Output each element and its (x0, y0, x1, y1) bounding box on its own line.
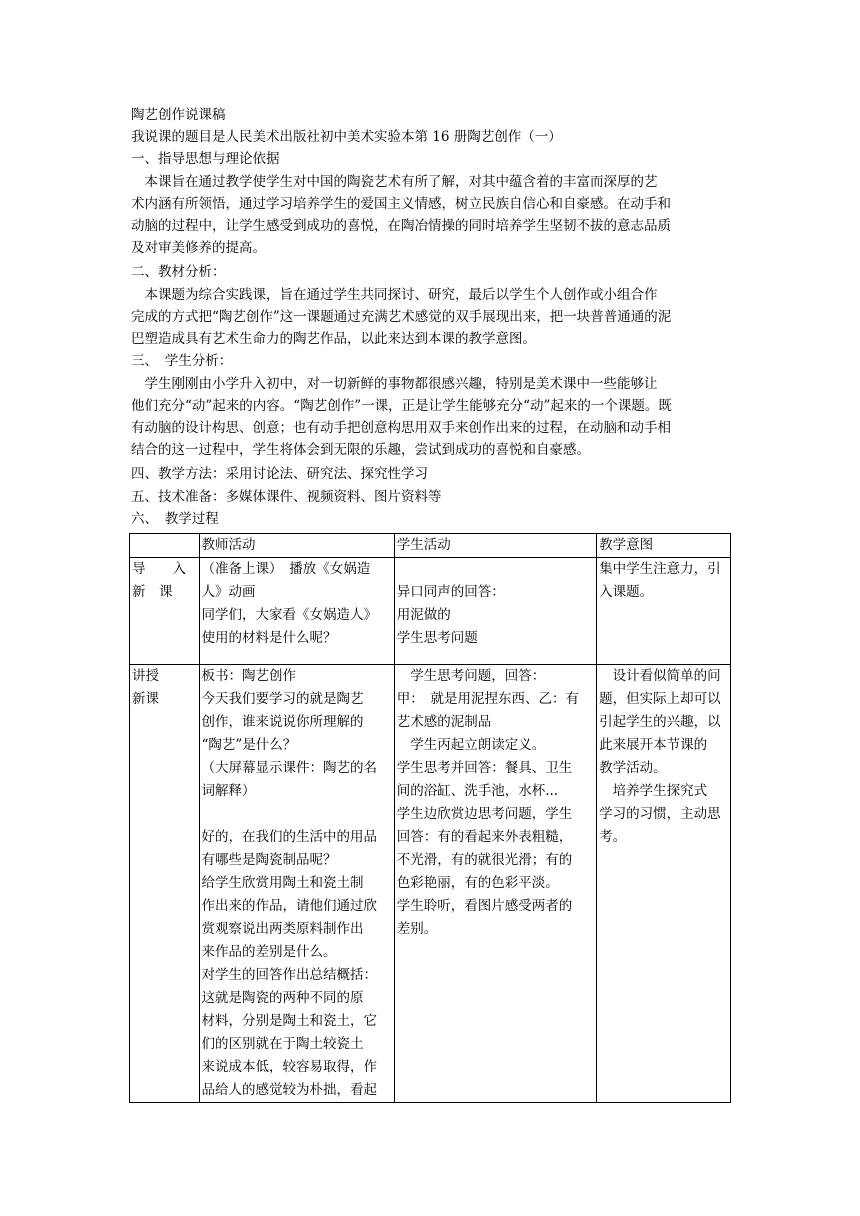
student-activity-cell (394, 665, 596, 1103)
cell-line: 来说成本低，较容易取得，作 (201, 1059, 377, 1075)
cell-line: 好的，在我们的生活中的用品 (201, 829, 377, 845)
section-6-heading: 六、 教学过程 (131, 511, 219, 527)
body-line: 及对审美修养的提高。 (131, 240, 266, 256)
body-line: 巴塑造成具有艺术生命力的陶艺作品，以此来达到本课的教学意图。 (131, 331, 536, 347)
body-line: 有动脑的设计构思、创意；也有动手把创意构思用双手来创作出来的过程，在动脑和动手相 (131, 420, 671, 436)
section-2-body (131, 284, 731, 350)
stage-cell (130, 558, 200, 665)
section-5-line: 五、技术准备：多媒体课件、视频资料、图片资料等 (131, 489, 442, 505)
section-4-line: 四、教学方法：采用讨论法、研究法、探究性学习 (131, 466, 428, 482)
stage-label: 讲授 (132, 668, 159, 684)
header-cell: 教学意图 (597, 534, 731, 558)
cell-line: 词解释） (201, 783, 256, 799)
cell-line: 使用的材料是什么呢？ (201, 630, 337, 646)
header-cell (130, 534, 200, 558)
cell-line: 来作品的差别是什么。 (201, 944, 337, 960)
cell-line: 集中学生注意力，引 (599, 561, 721, 577)
cell-line: 入课题。 (599, 584, 654, 600)
cell-line: 这就是陶瓷的两种不同的原 (201, 990, 364, 1006)
table-row (130, 558, 731, 665)
body-line: 结合的这一过程中，学生将体会到无限的乐趣，尝试到成功的喜悦和自豪感。 (131, 442, 590, 458)
body-line: 完成的方式把“陶艺创作”这一课题通过充满艺术感觉的双手展现出来，把一块普普通通的泥 (131, 309, 672, 325)
cell-line: 材料，分别是陶土和瓷土，它 (201, 1013, 377, 1029)
teaching-intent-cell (597, 665, 731, 1103)
cell-line: 间的浴缸、洗手池，水杯... (396, 783, 559, 799)
cell-line: 回答：有的看起来外表粗糙， (396, 829, 573, 845)
stage-cell (130, 665, 200, 1103)
section-3-body (131, 373, 731, 461)
cell-line: 用泥做的 (396, 607, 451, 623)
cell-line: 甲： 就是用泥捏东西、乙：有 (396, 691, 579, 707)
cell-line: 引起学生的兴趣，以 (599, 714, 721, 730)
body-line: 本课题为综合实践课，旨在通过学生共同探讨、研究，最后以学生个人创作或小组合作 (131, 287, 658, 303)
cell-line: 题，但实际上却可以 (599, 691, 721, 707)
cell-line: 学习的习惯，主动思 (599, 806, 721, 822)
stage-label: 新课 (132, 691, 159, 707)
teaching-intent-cell (597, 558, 731, 665)
student-activity-cell (394, 558, 596, 665)
cell-line: 艺术感的泥制品 (396, 714, 492, 730)
section-2-heading: 二、教材分析： (131, 264, 226, 280)
cell-line: 品给人的感觉较为朴拙，看起 (201, 1082, 377, 1098)
cell-line: 学生聆听，看图片感受两者的 (396, 898, 573, 914)
cell-line: 人》动画 (201, 584, 256, 600)
cell-line: 色彩艳丽，有的色彩平淡。 (396, 875, 559, 891)
stage-label: 新 课 (132, 584, 173, 600)
section-1-heading: 一、指导思想与理论依据 (131, 151, 280, 167)
teacher-activity-cell (199, 558, 394, 665)
cell-line: 有哪些是陶瓷制品呢？ (201, 852, 337, 868)
cell-line: “陶艺”是什么？ (201, 737, 297, 753)
table-row (130, 665, 731, 1103)
header-cell: 教师活动 (199, 534, 394, 558)
teaching-process-table (129, 533, 731, 1103)
teacher-activity-cell (199, 665, 394, 1103)
cell-line: 学生丙起立朗读定义。 (396, 737, 546, 753)
cell-line: 培养学生探究式 (599, 783, 708, 799)
section-3-heading: 三、 学生分析： (131, 353, 233, 369)
cell-line: 学生思考问题 (396, 630, 478, 646)
body-line: 本课旨在通过教学使学生对中国的陶瓷艺术有所了解，对其中蕴含着的丰富而深厚的艺 (131, 174, 658, 190)
cell-line: 设计看似简单的问 (599, 668, 721, 684)
cell-line: （准备上课） 播放《女娲造 (201, 561, 371, 577)
body-line: 动脑的过程中，让学生感受到成功的喜悦，在陶冶情操的同时培养学生坚韧不拔的意志品质 (131, 218, 671, 234)
cell-line: 不光滑，有的就很光滑；有的 (396, 852, 573, 868)
cell-line: 赏观察说出两类原料制作出 (201, 921, 364, 937)
section-1-body (131, 171, 731, 259)
cell-line: 今天我们要学习的就是陶艺 (201, 691, 364, 707)
table-header-row (130, 534, 731, 558)
cell-line: 作出来的作品，请他们通过欣 (201, 898, 377, 914)
cell-line: 学生思考并回答：餐具、卫生 (396, 760, 573, 776)
cell-line: 学生边欣赏边思考问题，学生 (396, 806, 573, 822)
cell-line: 们的区别就在于陶土较瓷土 (201, 1036, 364, 1052)
cell-line: 给学生欣赏用陶土和瓷土制 (201, 875, 364, 891)
body-line: 术内涵有所领悟，通过学习培养学生的爱国主义情感，树立民族自信心和自豪感。在动手和 (131, 196, 671, 212)
body-line: 他们充分“动”起来的内容。“陶艺创作”一课，正是让学生能够充分“动”起来的一个课题。既 (131, 398, 672, 414)
cell-line: （大屏幕显示课件：陶艺的名 (201, 760, 377, 776)
cell-line: 差别。 (396, 921, 438, 937)
stage-label: 导 入 (132, 561, 186, 577)
cell-line: 此来展开本节课的 (599, 737, 708, 753)
cell-line: 创作，谁来说说你所理解的 (201, 714, 364, 730)
cell-line: 考。 (599, 829, 627, 845)
header-cell: 学生活动 (394, 534, 596, 558)
body-line: 学生刚刚由小学升入初中，对一切新鲜的事物都很感兴趣，特别是美术课中一些能够让 (131, 376, 658, 392)
cell-line: 异口同声的回答： (396, 584, 505, 600)
cell-line: 板书：陶艺创作 (201, 668, 296, 684)
doc-intro: 我说课的题目是人民美术出版社初中美术实验本第 16 册陶艺创作（一） (131, 129, 562, 145)
cell-line: 对学生的回答作出总结概括： (201, 967, 377, 983)
cell-line: 教学活动。 (599, 760, 667, 776)
cell-line: 学生思考问题，回答： (396, 668, 546, 684)
doc-title: 陶艺创作说课稿 (131, 107, 226, 123)
cell-line: 同学们，大家看《女娲造人》 (201, 607, 377, 623)
